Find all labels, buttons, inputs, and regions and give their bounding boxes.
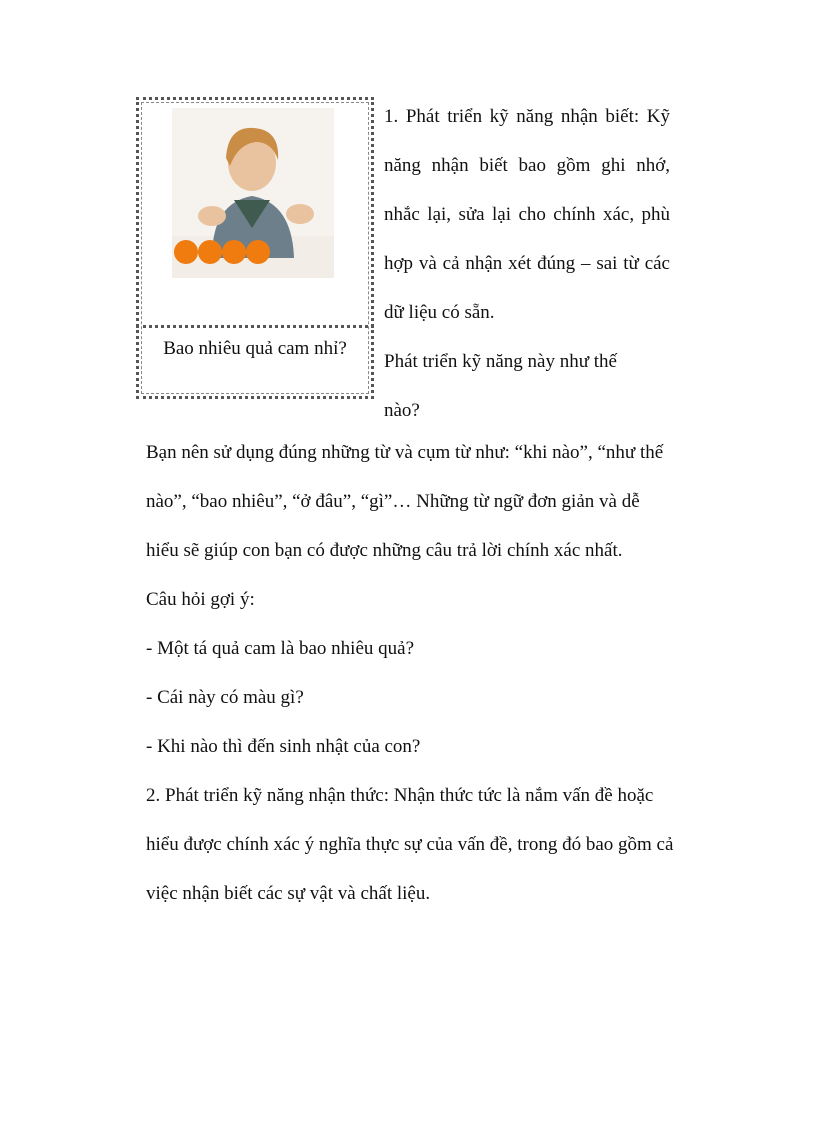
- orange-1: [174, 240, 198, 264]
- orange-3: [222, 240, 246, 264]
- right-hand: [286, 204, 314, 224]
- paragraph-how-to-develop: Phát triển kỹ năng này như thế nào?: [384, 351, 617, 421]
- paragraph-word-usage: Bạn nên sử dụng đúng những từ và cụm từ như: “khi nào”, “như thế nào”, “bao nhiêu”, “ở đâu”, “gì”… Những từ ngữ đơn giản và dễ hiểu sẽ giúp con bạn có được những câu trả lời chính xác nhất.: [146, 442, 664, 561]
- paragraph-recognition-skill: 1. Phát triển kỹ năng nhận biết: Kỹ năng nhận biết bao gồm ghi nhớ, nhắc lại, sửa lại cho chính xác, phù hợp và cả nhận xét đúng – sai từ các dữ liệu có sẵn.: [384, 106, 670, 323]
- child-with-oranges-photo: [172, 108, 334, 278]
- caption-divider: [136, 325, 374, 328]
- left-hand: [198, 206, 226, 226]
- hint-question-1: - Một tá quả cam là bao nhiêu quả?: [146, 638, 415, 659]
- orange-2: [198, 240, 222, 264]
- paragraph-cognition-skill: 2. Phát triển kỹ năng nhận thức: Nhận thức tức là nắm vấn đề hoặc hiểu được chính xác ý nghĩa thực sự của vấn đề, trong đó bao gồm cả việc nhận biết các sự vật và chất liệu.: [146, 785, 674, 904]
- hint-question-3: - Khi nào thì đến sinh nhật của con?: [146, 736, 421, 757]
- side-column: [384, 92, 670, 435]
- main-body: [146, 428, 676, 918]
- orange-4: [246, 240, 270, 264]
- hint-title: Câu hỏi gợi ý:: [146, 589, 255, 610]
- hint-question-2: - Cái này có màu gì?: [146, 687, 304, 708]
- figure-caption: Bao nhiêu quả cam nhỉ?: [163, 338, 347, 359]
